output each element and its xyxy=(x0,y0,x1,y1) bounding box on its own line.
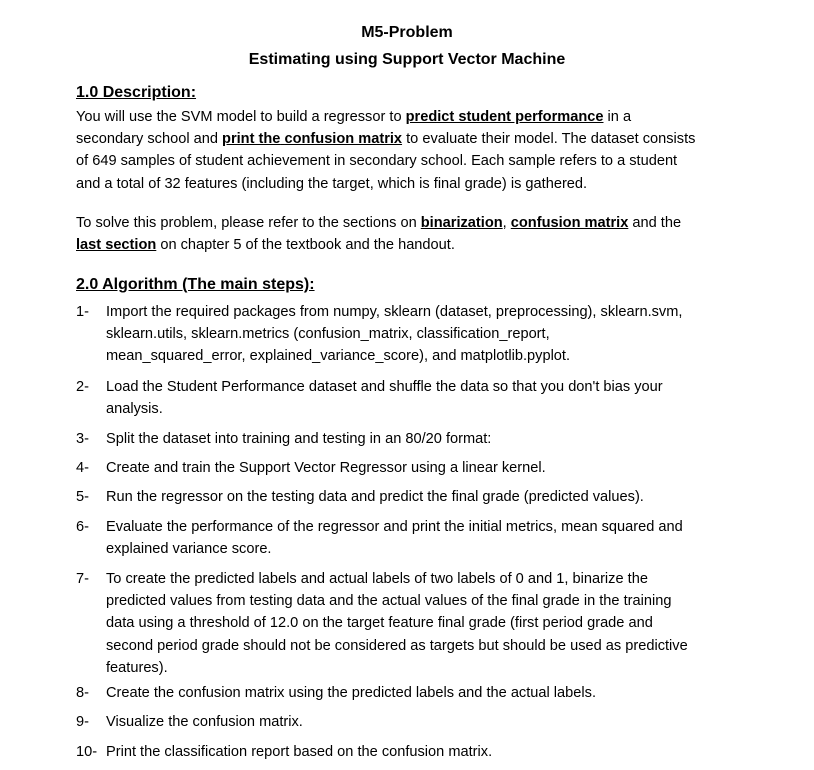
emphasis-confusion-matrix: confusion matrix xyxy=(284,131,403,148)
step-text xyxy=(106,376,786,420)
step-text-line: Run the regressor on the testing data and predict the final grade (predicted values). xyxy=(106,489,644,505)
step-text-line: Print the classification report based on the confusion matrix. xyxy=(106,744,493,760)
step-text-line: Create the confusion matrix using the predicted labels and the actual labels. xyxy=(106,685,596,701)
document-title: M5-Problem xyxy=(361,24,453,41)
emphasis-predict-performance: predict student performance xyxy=(405,109,604,125)
text-span: and the xyxy=(628,215,682,231)
step-number: 10- xyxy=(76,744,98,760)
step-text-line: To create the predicted labels and actual labels of two labels of 0 and 1, binarize the xyxy=(106,571,648,587)
emphasis-last-section: last section xyxy=(76,237,157,254)
paragraph-line: of 649 samples of student achievement in secondary school. Each sample refers to a student xyxy=(76,153,678,170)
step-text xyxy=(106,301,786,368)
step-text-line: data using a threshold of 12.0 on the target feature final grade (first period grade and xyxy=(106,615,653,632)
step-text-line: mean_squared_error, explained_variance_score), and matplotlib.pyplot. xyxy=(106,348,571,365)
step-text-line: Split the dataset into training and testing in an 80/20 format: xyxy=(106,431,492,447)
algorithm-heading: 2.0 Algorithm (The main steps): xyxy=(76,276,315,293)
paragraph-line xyxy=(76,234,766,256)
step-text-line: explained variance score. xyxy=(106,541,272,558)
step-number: 3- xyxy=(76,431,89,447)
text-span: secondary school and xyxy=(76,131,223,148)
step-text-line: second period grade should not be considered as targets but should be used as predictive xyxy=(106,637,688,654)
step-number: 4- xyxy=(76,460,89,476)
step-number: 1- xyxy=(76,304,89,320)
step-text-line: Evaluate the performance of the regressor and print the initial metrics, mean squared and xyxy=(106,519,683,535)
text-span: , xyxy=(502,215,511,231)
step-number: 7- xyxy=(76,571,89,587)
emphasis-print-the: print the xyxy=(222,131,281,148)
text-span: You will use the SVM model to build a regressor to xyxy=(76,109,406,125)
step-text xyxy=(106,516,786,560)
reference-paragraph xyxy=(76,212,766,256)
description-paragraph xyxy=(76,106,766,195)
emphasis-confusion-matrix-ref: confusion matrix xyxy=(510,215,629,231)
step-text-line: Import the required packages from numpy, sklearn (dataset, preprocessing), sklearn.svm, xyxy=(106,304,683,320)
step-text xyxy=(106,457,786,479)
step-text xyxy=(106,741,786,763)
step-text-line: sklearn.utils, sklearn.metrics (confusion_matrix, classification_report, xyxy=(106,326,550,343)
emphasis-binarization: binarization xyxy=(420,215,503,231)
paragraph-line xyxy=(76,128,766,150)
step-text xyxy=(106,428,786,450)
step-text-line: analysis. xyxy=(106,401,163,418)
step-text-line: Create and train the Support Vector Regressor using a linear kernel. xyxy=(106,460,546,476)
step-number: 2- xyxy=(76,379,89,395)
step-text xyxy=(106,568,786,679)
step-text-line: Load the Student Performance dataset and shuffle the data so that you don't bias your xyxy=(106,379,663,395)
text-span: on chapter 5 of the textbook and the handout. xyxy=(156,237,455,254)
paragraph-line: and a total of 32 features (including the target, which is final grade) is gathered. xyxy=(76,175,588,192)
step-number: 9- xyxy=(76,714,89,730)
step-number: 6- xyxy=(76,519,89,535)
step-text xyxy=(106,711,786,733)
step-number: 5- xyxy=(76,489,89,505)
text-span: in a xyxy=(603,109,632,125)
text-span: To solve this problem, please refer to the sections on xyxy=(76,215,421,231)
document-subtitle: Estimating using Support Vector Machine xyxy=(248,51,566,68)
step-text xyxy=(106,486,786,508)
description-heading: 1.0 Description: xyxy=(76,84,197,101)
text-span: to evaluate their model. The dataset consists xyxy=(402,131,696,148)
step-text-line: predicted values from testing data and the actual values of the final grade in the training xyxy=(106,593,672,610)
paragraph-line xyxy=(76,106,766,128)
step-number: 8- xyxy=(76,685,89,701)
step-text-line: Visualize the confusion matrix. xyxy=(106,714,303,730)
paragraph-line xyxy=(76,212,766,234)
step-text xyxy=(106,682,786,704)
step-text-line: features). xyxy=(106,659,168,676)
